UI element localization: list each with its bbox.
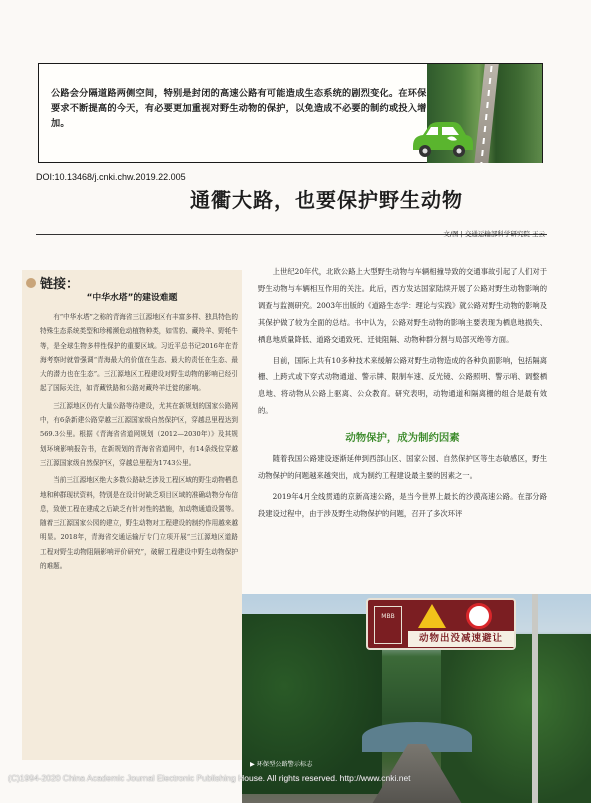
article-title: 通衢大路，也要保护野生动物 [190,188,463,212]
body-paragraph: 随着我国公路建设逐渐延伸到西部山区、国家公园、自然保护区等生态敏感区，野生动物保护的问题越来越突出，成为制约工程建设最主要的因素之一。 [258,454,547,480]
lead-box [38,63,543,163]
wildlife-warning-sign [366,598,516,650]
sign-text: 动物出没减速避让 [408,631,514,647]
watermark: (C)1994-2020 China Academic Journal Electronic Publishing House. All rights reserved. http://www.cnki.net [8,773,411,783]
sidebar-paragraph: 当前三江源地区绝大多数公路缺乏涉及工程区域的野生动物栖息地和种群现状资料，特别是在设计时缺乏项目区域的准确动物分布信息，致使工程在建成之后缺乏有针对性的措施，加动物通道设置等。随着三江源国家公园的建立，野生动物对工程建设的制约作用越来越明显。2018年，青海省交通运输厅专门立项开展“三江源地区道路工程对野生动物阻隔影响评价研究”，破解工程建设中野生动物保护的难题。 [40,476,238,571]
green-car-icon [407,118,477,160]
trees-right [441,634,591,803]
bullet-icon [26,278,36,288]
no-horn-icon [466,603,492,629]
body-paragraph: 目前，国际上共有10多种技术来缓解公路对野生动物造成的各种负面影响，包括隔离栅、上跨式或下穿式动物通道、警示牌、限制车速、反光镜、公路照明、警示哨、调整栖息地、将动物从公路上驱离、公众教育。研究表明，动物通道和隔离栅的组合是最有效的。 [258,355,547,416]
sidebar-body [40,310,238,576]
road-sign-photo [242,594,591,803]
sign-logo: MBB [374,606,402,644]
sidebar-subheading: “中华水塔”的建设难题 [86,293,178,303]
author-line: 文/图 | 交通运输部科学研究院 王云 [443,230,545,238]
sidebar-paragraph: 三江源地区仍有大量公路等待建设，尤其在新规划的国家公路网中，有6条新建公路穿越三江源国家级自然保护区，穿越总里程达到569.3公里。根据《青海省省道网规划（2012—2030年）》及其规划环境影响报告书，在新规划的青海省省道网中，有14条线位穿越三江源国家级自然保护区，穿越总里程为1743公里。 [40,401,238,467]
body-paragraph: 上世纪20年代，北欧公路上大型野生动物与车辆相撞导致的交通事故引起了人们对于野生动物与车辆相互作用的关注。此后，西方发达国家陆续开展了公路对野生动物影响的调查与监测研究。2003年出版的《道路生态学：理论与实践》就公路对野生动物的影响及其保护做了较为全面的总结。书中认为，公路对野生动物的影响主要表现为栖息地损失、栖息地质量降低、道路交通致死、迁徙阻隔、动物种群分割与局部灭绝等方面。 [258,267,547,344]
doi: DOI:10.13468/j.cnki.chw.2019.22.005 [36,172,186,182]
section-heading: 动物保护，成为制约因素 [345,432,460,445]
sign-pole [532,594,538,803]
body-paragraph: 2019年4月全线贯通的京新高速公路，是当今世界上最长的沙漠高速公路。在部分路段建设过程中，由于涉及野生动物保护的问题，召开了多次环评 [258,491,547,518]
sidebar-heading-text: 链接： [40,277,80,292]
lead-text: 公路会分隔道路两侧空间，特别是封闭的高速公路有可能造成生态系统的剧烈变化。在环保要求不断提高的今天，有必要更加重视对野生动物的保护，以免造成不必要的制约或投入增加。 [51,88,427,129]
main-column [258,264,547,527]
animal-warning-icon [418,604,446,628]
photo-caption: ▶ 环保型公路警示标志 [250,761,313,768]
sidebar-paragraph: 有“中华水塔”之称的青海省三江源地区有丰富多样、独具特色的特殊生态系统类型和珍稀濒危动植物种类，如雪豹、藏羚羊、野牦牛等，是全球生物多样性保护的重要区域。习近平总书记2016年在青海考察时就曾强调“青海最大的价值在生态、最大的责任在生态、最大的潜力也在生态”。三江源地区工程建设对野生动物的影响已经引起了国际关注，如青藏铁路和公路对藏羚羊迁徙的影响。 [40,313,238,393]
sidebar-link-box [22,270,242,760]
